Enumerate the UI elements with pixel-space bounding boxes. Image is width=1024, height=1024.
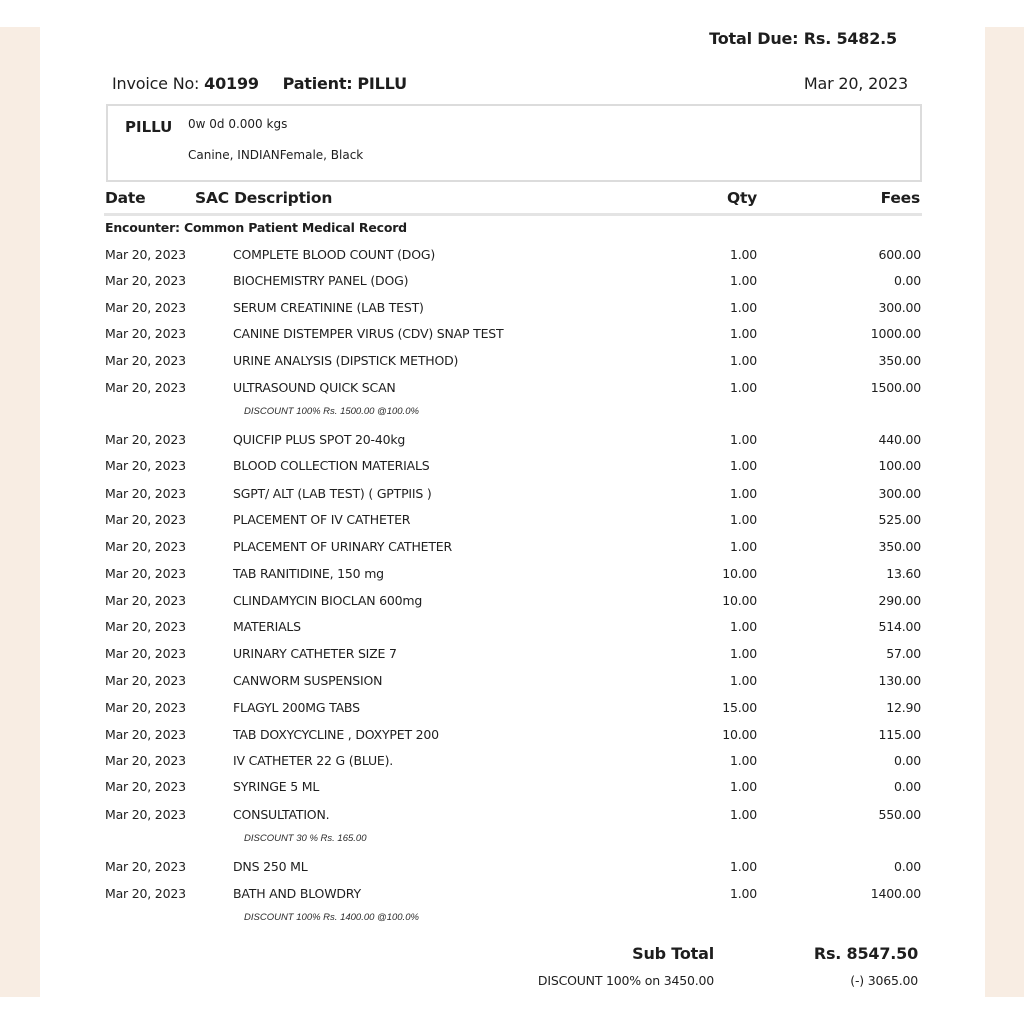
row-fees: 0.00	[893, 753, 921, 768]
table-row	[105, 859, 921, 879]
row-date: Mar 20, 2023	[105, 300, 186, 315]
row-date: Mar 20, 2023	[105, 886, 186, 901]
row-date: Mar 20, 2023	[105, 247, 186, 262]
row-date: Mar 20, 2023	[105, 326, 186, 341]
invoice-info	[112, 74, 407, 93]
row-description: CLINDAMYCIN BIOCLAN 600mg	[233, 593, 423, 608]
row-discount-note: DISCOUNT 30 % Rs. 165.00	[244, 833, 367, 844]
patient-details: Canine, INDIANFemale, Black	[188, 148, 364, 162]
row-fees: 0.00	[893, 859, 921, 874]
row-fees: 350.00	[878, 353, 921, 368]
total-due	[709, 29, 897, 48]
invoice-page	[40, 27, 985, 997]
row-fees: 440.00	[878, 432, 921, 447]
row-fees: 13.60	[886, 566, 921, 581]
row-date: Mar 20, 2023	[105, 700, 186, 715]
column-header-qty: Qty	[727, 189, 758, 207]
table-row	[105, 326, 921, 346]
row-discount-note: DISCOUNT 100% Rs. 1400.00 @100.0%	[244, 912, 419, 923]
row-date: Mar 20, 2023	[105, 753, 186, 768]
table-row	[105, 673, 921, 693]
patient-summary-box	[106, 104, 922, 182]
row-fees: 115.00	[878, 727, 921, 742]
row-qty: 1.00	[729, 673, 757, 688]
row-qty: 1.00	[729, 273, 757, 288]
row-date: Mar 20, 2023	[105, 859, 186, 874]
row-qty: 1.00	[729, 353, 757, 368]
row-date: Mar 20, 2023	[105, 432, 186, 447]
row-date: Mar 20, 2023	[105, 539, 186, 554]
row-qty: 1.00	[729, 458, 757, 473]
row-date: Mar 20, 2023	[105, 273, 186, 288]
row-description: PLACEMENT OF IV CATHETER	[233, 512, 411, 527]
row-qty: 1.00	[729, 247, 757, 262]
table-row	[105, 273, 921, 293]
row-date: Mar 20, 2023	[105, 646, 186, 661]
row-date: Mar 20, 2023	[105, 566, 186, 581]
row-description: COMPLETE BLOOD COUNT (DOG)	[233, 247, 436, 262]
table-row	[105, 566, 921, 586]
row-description: DNS 250 ML	[233, 859, 308, 874]
total-due-value: Rs. 5482.5	[803, 29, 897, 48]
total-due-label: Total Due:	[709, 29, 799, 48]
subtotal-label: Sub Total	[632, 944, 714, 963]
left-margin-panel	[0, 27, 40, 997]
row-fees: 525.00	[878, 512, 921, 527]
row-fees: 100.00	[878, 458, 921, 473]
row-fees: 57.00	[886, 646, 921, 661]
row-qty: 1.00	[729, 619, 757, 634]
column-header-description: SAC Description	[195, 189, 333, 207]
row-qty: 10.00	[722, 566, 757, 581]
row-date: Mar 20, 2023	[105, 353, 186, 368]
row-date: Mar 20, 2023	[105, 673, 186, 688]
row-description: URINARY CATHETER SIZE 7	[233, 646, 397, 661]
row-description: QUICFIP PLUS SPOT 20-40kg	[233, 432, 406, 447]
subtotal-value: Rs. 8547.50	[813, 944, 918, 963]
row-fees: 514.00	[878, 619, 921, 634]
table-row	[105, 619, 921, 639]
row-date: Mar 20, 2023	[105, 779, 186, 794]
row-date: Mar 20, 2023	[105, 727, 186, 742]
row-qty: 1.00	[729, 539, 757, 554]
row-date: Mar 20, 2023	[105, 807, 186, 822]
table-row	[105, 380, 921, 400]
column-header-date: Date	[105, 189, 146, 207]
row-fees: 290.00	[878, 593, 921, 608]
row-qty: 1.00	[729, 779, 757, 794]
row-qty: 1.00	[729, 326, 757, 341]
table-row	[105, 593, 921, 613]
row-qty: 1.00	[729, 859, 757, 874]
row-description: CANWORM SUSPENSION	[233, 673, 383, 688]
table-row	[105, 753, 921, 773]
row-qty: 1.00	[729, 807, 757, 822]
table-row	[105, 486, 921, 506]
row-description: CANINE DISTEMPER VIRUS (CDV) SNAP TEST	[233, 326, 504, 341]
row-qty: 1.00	[729, 512, 757, 527]
row-fees: 130.00	[878, 673, 921, 688]
table-row	[105, 247, 921, 267]
row-qty: 1.00	[729, 646, 757, 661]
row-fees: 300.00	[878, 486, 921, 501]
row-description: SGPT/ ALT (LAB TEST) ( GPTPIIS )	[233, 486, 432, 501]
row-date: Mar 20, 2023	[105, 380, 186, 395]
row-description: PLACEMENT OF URINARY CATHETER	[233, 539, 452, 554]
row-qty: 15.00	[722, 700, 757, 715]
row-qty: 1.00	[729, 486, 757, 501]
row-qty: 10.00	[722, 727, 757, 742]
row-description: BATH AND BLOWDRY	[233, 886, 361, 901]
table-row	[105, 646, 921, 666]
row-qty: 1.00	[729, 753, 757, 768]
row-description: BLOOD COLLECTION MATERIALS	[233, 458, 430, 473]
row-fees: 300.00	[878, 300, 921, 315]
row-description: BIOCHEMISTRY PANEL (DOG)	[233, 273, 409, 288]
row-description: MATERIALS	[233, 619, 301, 634]
table-header	[104, 187, 922, 216]
row-date: Mar 20, 2023	[105, 486, 186, 501]
right-margin-panel	[985, 27, 1024, 997]
row-qty: 1.00	[729, 432, 757, 447]
row-discount-note: DISCOUNT 100% Rs. 1500.00 @100.0%	[244, 406, 419, 417]
row-fees: 12.90	[886, 700, 921, 715]
row-fees: 1000.00	[870, 326, 921, 341]
row-description: SYRINGE 5 ML	[233, 779, 320, 794]
row-date: Mar 20, 2023	[105, 512, 186, 527]
row-fees: 550.00	[878, 807, 921, 822]
row-description: TAB RANITIDINE, 150 mg	[233, 566, 384, 581]
patient-label: Patient:	[282, 74, 353, 93]
invoice-no-value: 40199	[204, 74, 259, 93]
row-description: TAB DOXYCYCLINE , DOXYPET 200	[233, 727, 439, 742]
row-fees: 350.00	[878, 539, 921, 554]
row-date: Mar 20, 2023	[105, 458, 186, 473]
row-qty: 1.00	[729, 886, 757, 901]
table-row	[105, 432, 921, 452]
row-fees: 1400.00	[870, 886, 921, 901]
patient-age-weight: 0w 0d 0.000 kgs	[188, 117, 288, 131]
table-row	[105, 700, 921, 720]
row-description: URINE ANALYSIS (DIPSTICK METHOD)	[233, 353, 459, 368]
invoice-date: Mar 20, 2023	[803, 74, 908, 93]
row-description: SERUM CREATININE (LAB TEST)	[233, 300, 424, 315]
table-row	[105, 300, 921, 320]
invoice-no-label: Invoice No:	[112, 74, 200, 93]
table-row	[105, 807, 921, 827]
discount-label: DISCOUNT 100% on 3450.00	[537, 973, 714, 988]
row-qty: 10.00	[722, 593, 757, 608]
row-fees: 1500.00	[870, 380, 921, 395]
table-row	[105, 353, 921, 373]
discount-value: (-) 3065.00	[850, 973, 918, 988]
table-row	[105, 779, 921, 799]
encounter-heading: Encounter: Common Patient Medical Record	[105, 220, 407, 235]
row-fees: 0.00	[893, 779, 921, 794]
row-qty: 1.00	[729, 300, 757, 315]
table-row	[105, 727, 921, 747]
patient-name: PILLU	[357, 74, 407, 93]
table-row	[105, 458, 921, 478]
row-description: FLAGYL 200MG TABS	[233, 700, 360, 715]
table-row	[105, 512, 921, 532]
row-fees: 600.00	[878, 247, 921, 262]
table-row	[105, 539, 921, 559]
column-header-fees: Fees	[880, 189, 920, 207]
row-description: CONSULTATION.	[233, 807, 330, 822]
patient-box-name: PILLU	[125, 118, 173, 136]
row-date: Mar 20, 2023	[105, 593, 186, 608]
row-description: ULTRASOUND QUICK SCAN	[233, 380, 396, 395]
row-date: Mar 20, 2023	[105, 619, 186, 634]
row-fees: 0.00	[893, 273, 921, 288]
row-qty: 1.00	[729, 380, 757, 395]
row-description: IV CATHETER 22 G (BLUE).	[233, 753, 394, 768]
table-row	[105, 886, 921, 906]
